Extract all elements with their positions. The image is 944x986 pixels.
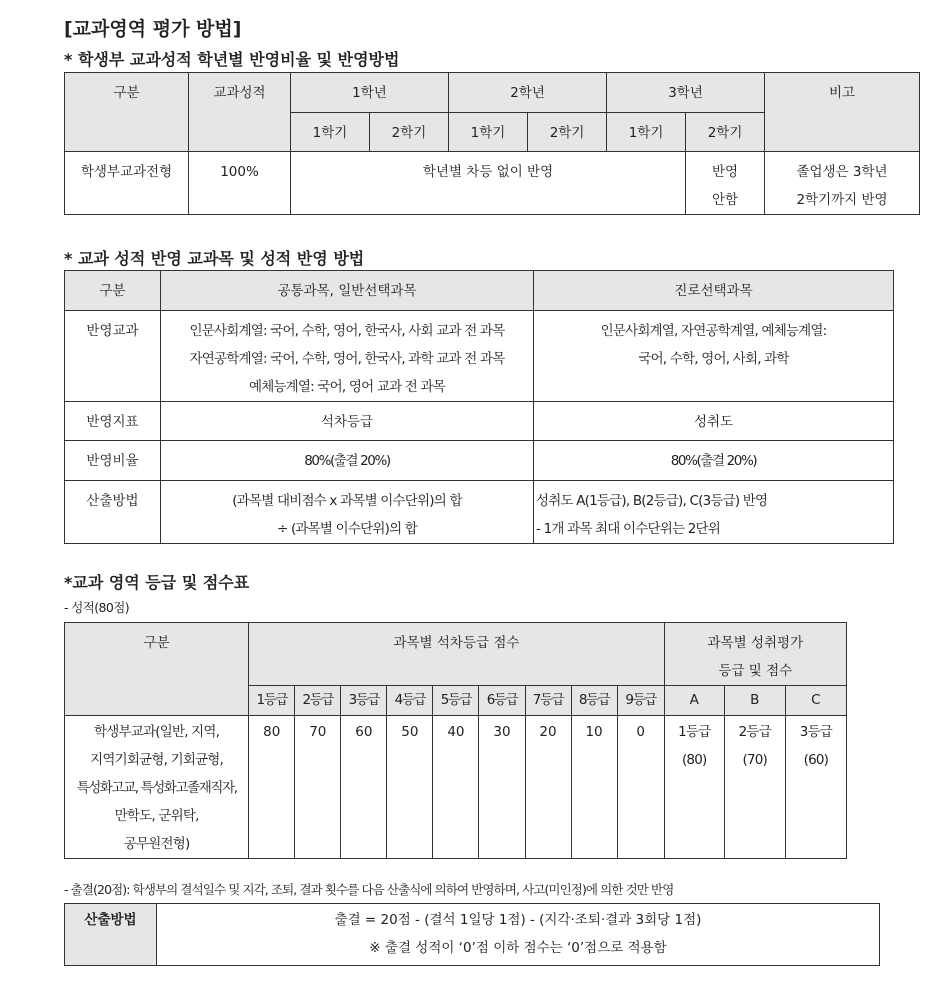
section-heading-yearly-ratio: * 학생부 교과성적 학년별 반영비율 및 반영방법: [64, 50, 400, 69]
row-type: [65, 716, 249, 859]
attendance-table: [64, 903, 880, 966]
row-type-line: 지역기회균형, 기회균형,: [90, 752, 224, 768]
common-subjects-cell: [161, 311, 534, 402]
indicator-career: 성취도: [534, 402, 894, 441]
career-subjects-cell: [534, 311, 894, 402]
attendance-formula: 출결 = 20점 - (결석 1일당 1점) - (지각·조퇴·결과 3회당 1점): [334, 912, 702, 928]
attendance-note: - 출결(20점): 학생부의 결석일수 및 지각, 조퇴, 결과 횟수를 다음 산출식에 의하여 반영하며, 사고(미인정)에 의한 것만 반영: [64, 882, 674, 897]
header-level: C: [785, 686, 846, 716]
level-grade: 1등급: [678, 724, 711, 740]
section-heading-subjects: * 교과 성적 반영 교과목 및 성적 반영 방법: [64, 249, 365, 268]
achievement-line-1: 과목별 성취평가: [707, 635, 804, 651]
attendance-formula-cell: [157, 904, 880, 966]
career-subjects-line: 국어, 수학, 영어, 사회, 과학: [638, 351, 789, 367]
header-remarks: 비고: [765, 73, 920, 152]
header-rank: 6등급: [479, 686, 525, 716]
score-note: - 성적(80점): [64, 600, 129, 615]
header-rank: 8등급: [571, 686, 617, 716]
calc-career-cell: [534, 481, 894, 544]
attendance-caution: ※ 출결 성적이 ‘0’점 이하 점수는 ‘0’점으로 적용함: [369, 940, 667, 956]
not-applied-line-2: 안함: [711, 192, 739, 208]
header-year1-sem1: 1학기: [291, 113, 370, 152]
header-year-3: 3학년: [607, 73, 765, 113]
header-rank: 7등급: [525, 686, 571, 716]
header-year2-sem1: 1학기: [449, 113, 528, 152]
rank-score: 30: [479, 716, 525, 859]
subjects-label: 반영교과: [65, 311, 161, 402]
row-ratio: 100%: [189, 152, 291, 215]
common-subjects-line: 자연공학계열: 국어, 수학, 영어, 한국사, 과학 교과 전 과목: [189, 351, 505, 367]
level-score-a: [664, 716, 724, 859]
indicator-label: 반영지표: [65, 402, 161, 441]
career-subjects-line: 인문사회계열, 자연공학계열, 예체능계열:: [600, 323, 827, 339]
calc-career-line: 성취도 A(1등급), B(2등급), C(3등급) 반영: [536, 493, 768, 509]
row-type-line: 학생부교과(일반, 지역,: [94, 724, 220, 740]
achievement-line-2: 등급 및 점수: [718, 663, 793, 679]
attendance-label: 산출방법: [65, 904, 157, 966]
level-grade: 2등급: [738, 724, 771, 740]
level-points: (70): [742, 752, 768, 768]
header-career-subjects: 진로선택과목: [534, 271, 894, 311]
row-not-applied: [686, 152, 765, 215]
ratio-common: 80%(출결 20%): [161, 441, 534, 481]
rank-score: 0: [617, 716, 664, 859]
not-applied-line-1: 반영: [711, 164, 739, 180]
row-method: 학년별 차등 없이 반영: [291, 152, 686, 215]
rank-score: 20: [525, 716, 571, 859]
calc-career-line: - 1개 과목 최대 이수단위는 2단위: [536, 521, 720, 537]
section-heading-grade-scores: *교과 영역 등급 및 점수표: [64, 573, 250, 592]
header-category: 구분: [65, 271, 161, 311]
page-title: [교과영역 평가 방법]: [64, 18, 242, 40]
yearly-ratio-table: [64, 72, 920, 215]
rank-score: 60: [341, 716, 387, 859]
header-year3-sem2: 2학기: [686, 113, 765, 152]
grade-score-table: [64, 622, 847, 859]
row-type-line: 특성화고교, 특성화고졸재직자,: [76, 780, 237, 796]
header-common-subjects: 공통과목, 일반선택과목: [161, 271, 534, 311]
subjects-table: [64, 270, 894, 544]
header-year2-sem2: 2학기: [528, 113, 607, 152]
header-rank: 4등급: [387, 686, 433, 716]
header-category: 구분: [65, 73, 189, 152]
calc-label: 산출방법: [65, 481, 161, 544]
level-score-b: [724, 716, 785, 859]
header-rank: 5등급: [433, 686, 479, 716]
header-rank: 1등급: [249, 686, 295, 716]
level-score-c: [785, 716, 846, 859]
header-rank: 2등급: [295, 686, 341, 716]
rank-score: 10: [571, 716, 617, 859]
header-achievement: [664, 623, 846, 686]
header-rank: 9등급: [617, 686, 664, 716]
indicator-common: 석차등급: [161, 402, 534, 441]
header-year3-sem1: 1학기: [607, 113, 686, 152]
calc-common-line: ÷ (과목별 이수단위)의 합: [276, 521, 418, 537]
common-subjects-line: 인문사회계열: 국어, 수학, 영어, 한국사, 사회 교과 전 과목: [189, 323, 505, 339]
remarks-line-2: 2학기까지 반영: [796, 192, 888, 208]
level-points: (60): [803, 752, 829, 768]
ratio-career: 80%(출결 20%): [534, 441, 894, 481]
header-year-1: 1학년: [291, 73, 449, 113]
row-type: 학생부교과전형: [65, 152, 189, 215]
rank-score: 80: [249, 716, 295, 859]
header-level: A: [664, 686, 724, 716]
level-grade: 3등급: [799, 724, 833, 740]
rank-score: 50: [387, 716, 433, 859]
row-type-line: 만학도, 군위탁,: [114, 808, 199, 824]
ratio-label: 반영비율: [65, 441, 161, 481]
header-rank-scores: 과목별 석차등급 점수: [249, 623, 664, 686]
common-subjects-line: 예체능계열: 국어, 영어 교과 전 과목: [248, 379, 446, 395]
header-level: B: [724, 686, 785, 716]
header-year-2: 2학년: [449, 73, 607, 113]
header-category: 구분: [65, 623, 249, 716]
remarks-line-1: 졸업생은 3학년: [796, 164, 888, 180]
row-remarks: [765, 152, 920, 215]
header-rank: 3등급: [341, 686, 387, 716]
calc-common-line: (과목별 대비점수 x 과목별 이수단위)의 합: [232, 493, 462, 509]
rank-score: 40: [433, 716, 479, 859]
calc-common-cell: [161, 481, 534, 544]
header-grades: 교과성적: [189, 73, 291, 152]
level-points: (80): [681, 752, 707, 768]
row-type-line: 공무원전형): [123, 836, 190, 852]
header-year1-sem2: 2학기: [370, 113, 449, 152]
rank-score: 70: [295, 716, 341, 859]
